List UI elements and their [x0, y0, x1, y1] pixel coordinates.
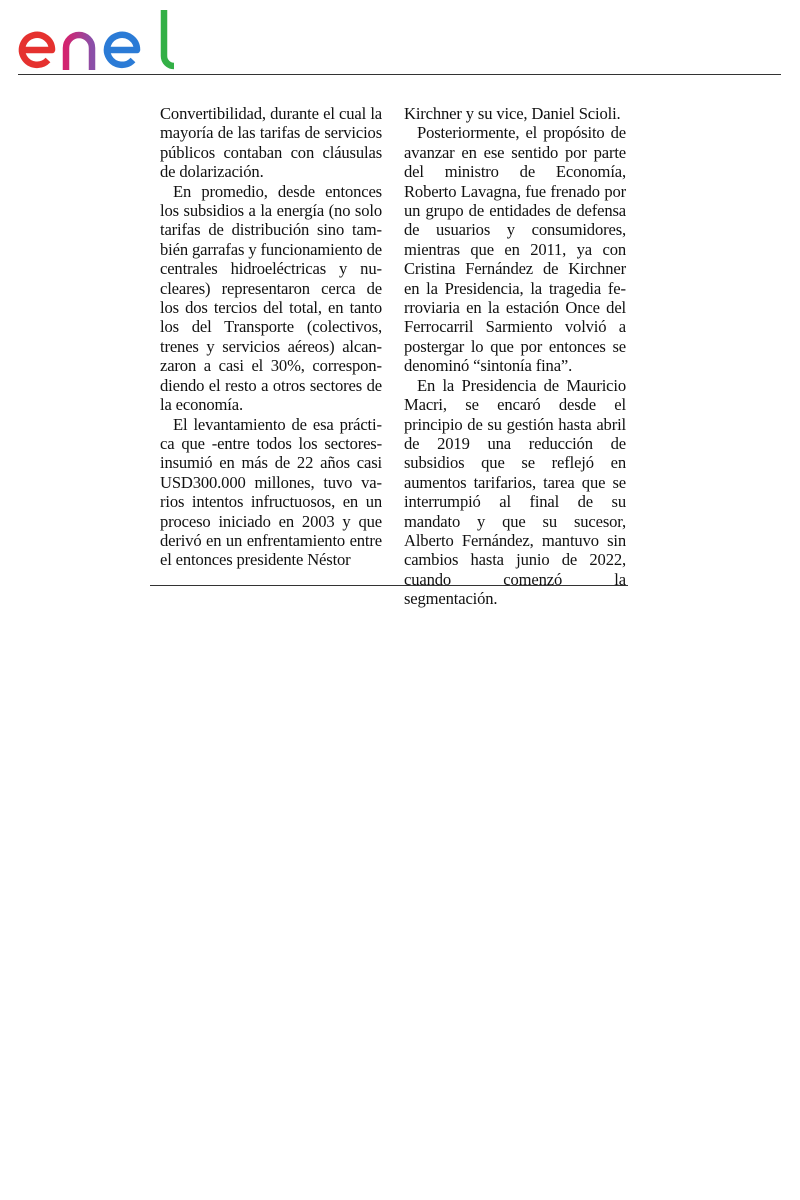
- article-paragraph: En la Presidencia de Mauricio Macri, se encaró desde el principio de su gestión hasta abril de 2019 una reducción de subsidios que se reflejó en aumentos tarifarios, tarea que se interrumpió al final de su mandato y que su sucesor, Alberto Fernández, mantuvo sin cambios hasta junio de 2022, cuando comenzó la segmentación.: [404, 375, 626, 609]
- article-column-left: [160, 104, 382, 609]
- article-paragraph: En promedio, desde entonces los subsidios a la energía (no solo tarifas de distribución sino también garrafas y funcionamiento de centrales hidroeléctricas y nucleares) representaron cerca de los dos tercios del total, en tanto los del Transporte (colectivos, trenes y servicios aéreos) alcanzaron a casi el 30%, correspondiendo el resto a otros sectores de la economía.: [160, 181, 382, 415]
- article-paragraph: Kirchner y su vice, Daniel Scioli.: [404, 104, 621, 123]
- logo-letter-n: [66, 35, 92, 70]
- article-paragraph: Posteriormente, el propósito de avanzar en ese sentido por parte del ministro de Economía, Roberto Lavagna, fue frenado por un grupo de entidades de defensa de usuarios y consumidores, mientras que en 2011, ya con Cristina Fernández de Kirchner en la Presidencia, la tragedia ferroviaria en la estación Once del Ferrocarril Sarmiento volvió a postergar lo que por entonces se denominó “sintonía fina”.: [404, 123, 626, 376]
- newspaper-clipping: [160, 104, 626, 609]
- header-divider: [18, 74, 781, 75]
- logo-letter-e: [22, 35, 52, 65]
- logo-letter-l: [164, 10, 174, 66]
- clipping-bottom-divider: [150, 585, 628, 586]
- logo-letter-e2: [107, 35, 137, 65]
- enel-logo: [16, 8, 180, 70]
- article-column-right: [404, 104, 626, 609]
- article-paragraph: Convertibilidad, durante el cual la mayoría de las tarifas de servicios públicos contaban con cláusulas de dolarización.: [160, 104, 382, 182]
- article-paragraph: El levantamiento de esa práctica que -entre todos los sectores- insumió en más de 22 años casi USD300.000 millones, tuvo varios intentos infructuosos, en un proceso iniciado en 2003 y que derivó en un enfrentamiento entre el entonces presidente Néstor: [160, 414, 382, 570]
